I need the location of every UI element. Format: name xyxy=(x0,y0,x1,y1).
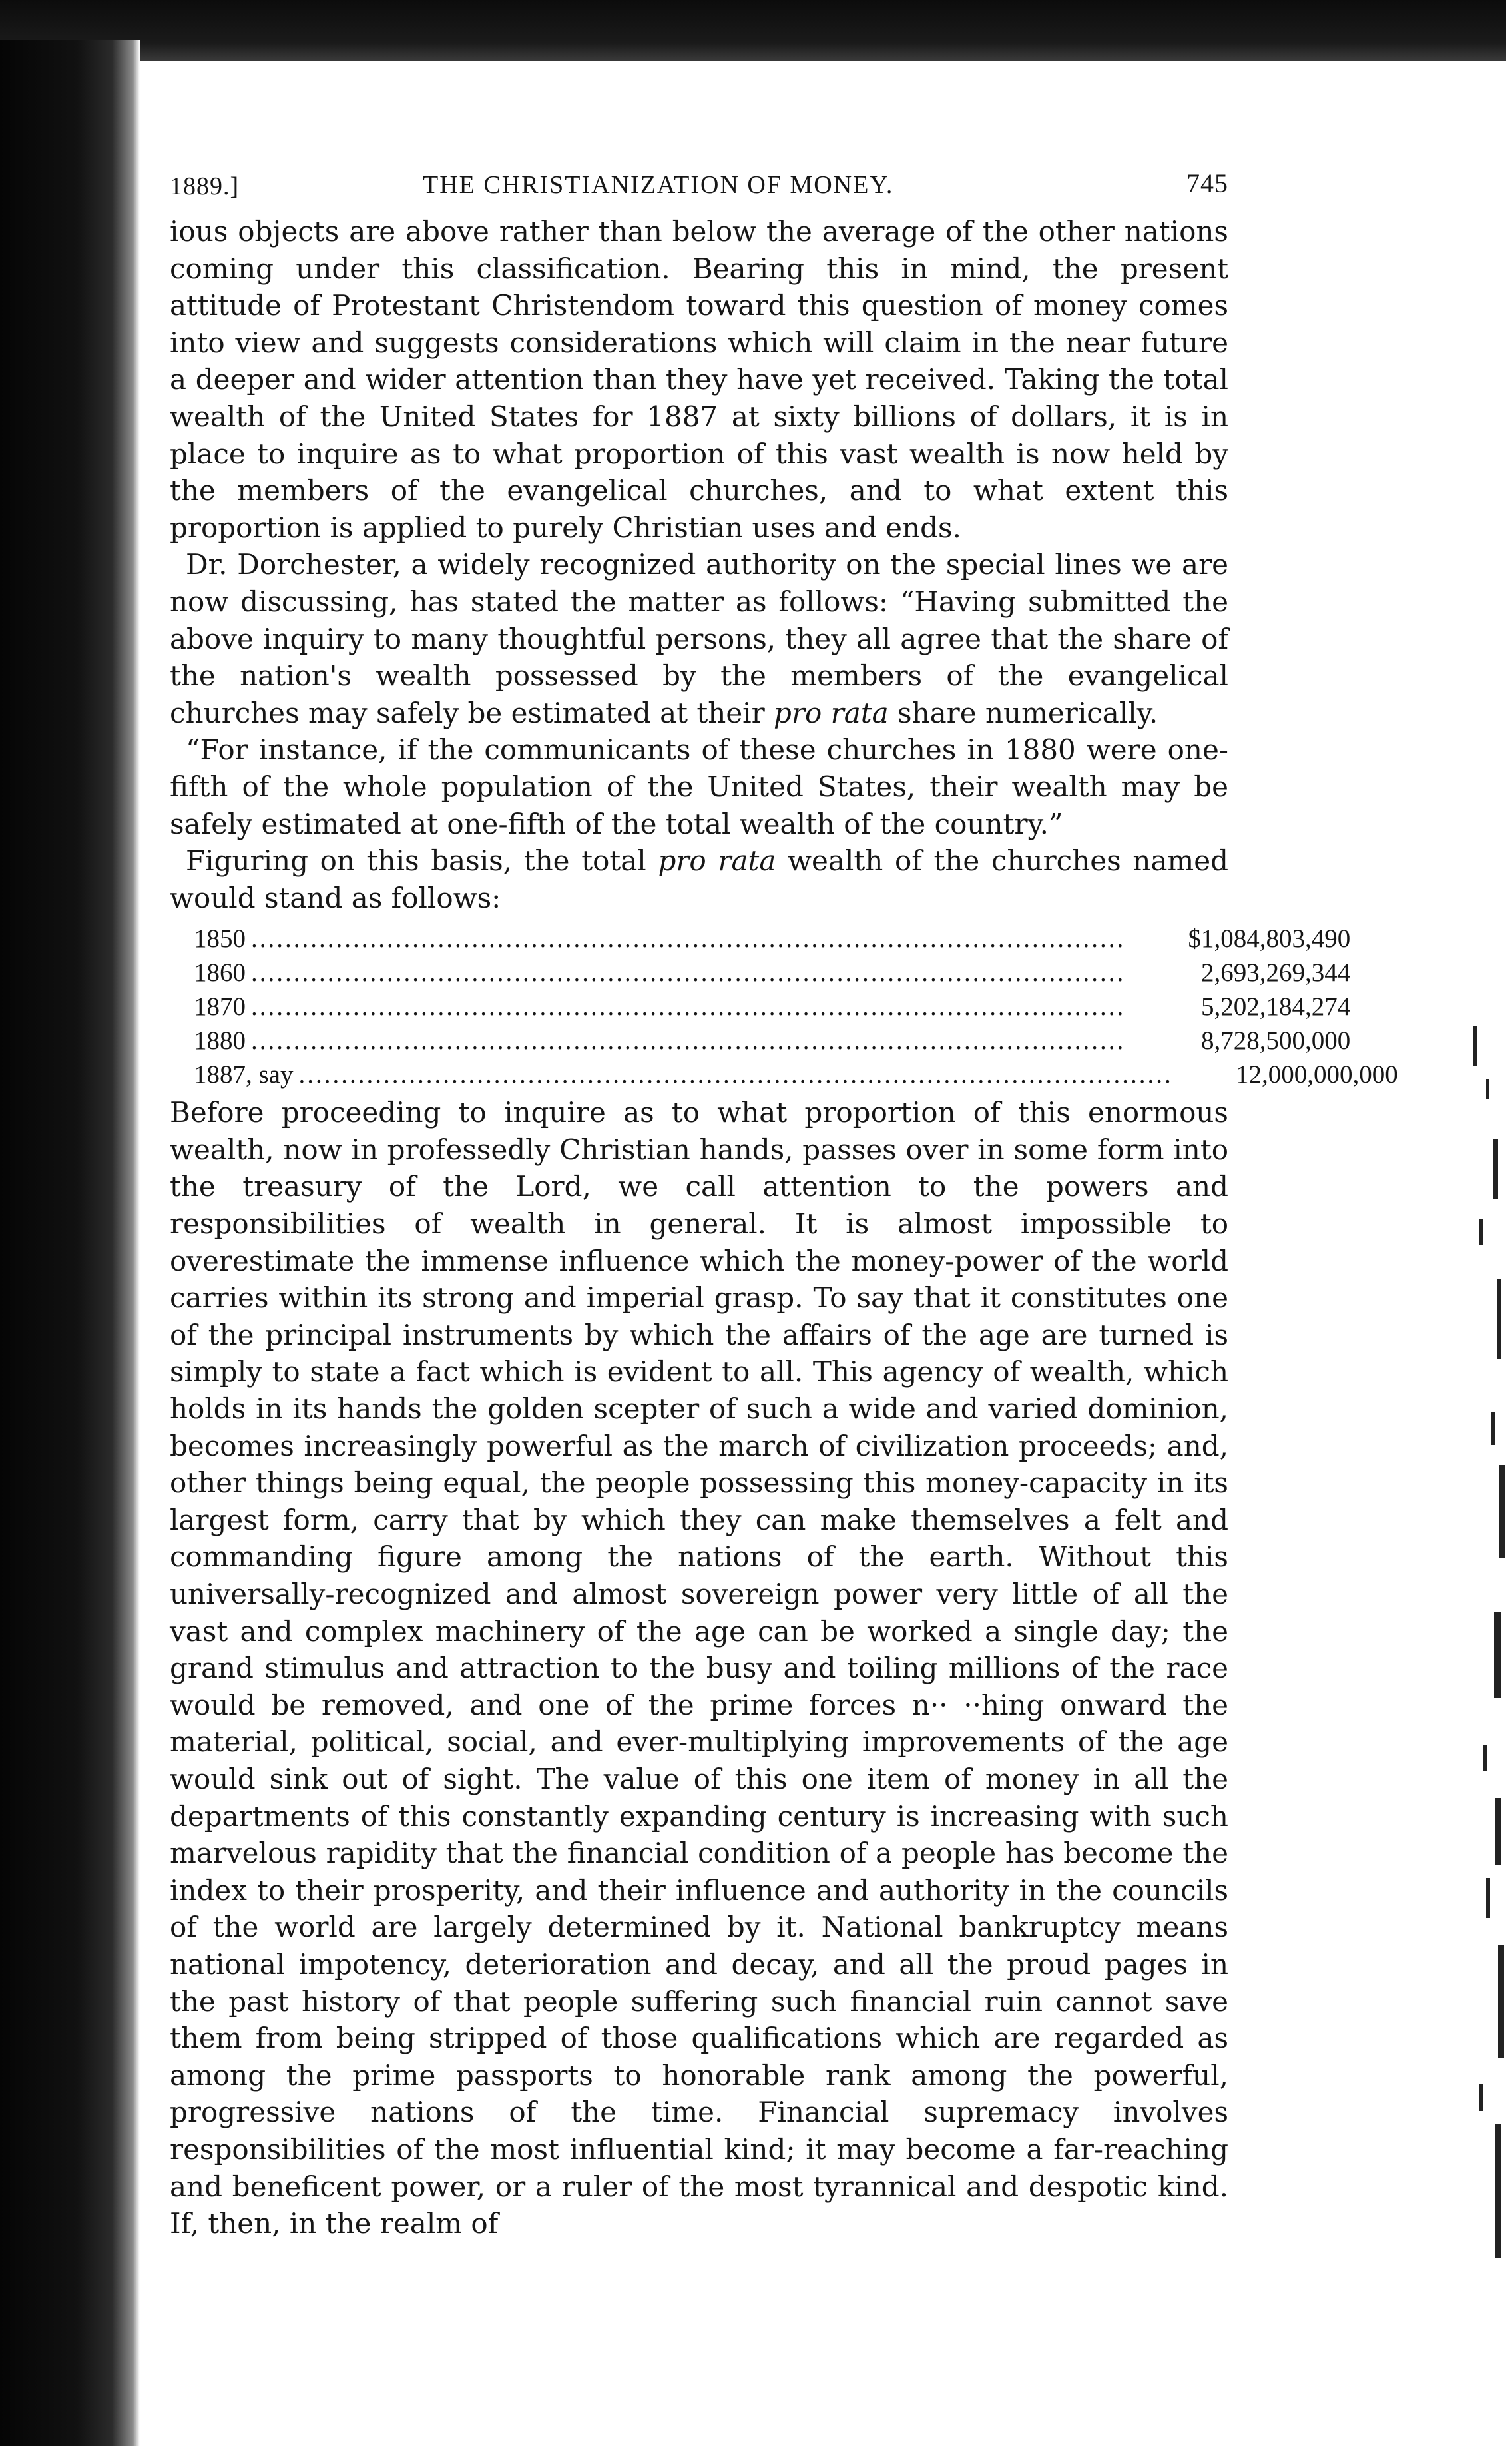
leader-dots: ....................................................................................................... xyxy=(298,1060,1173,1089)
table-year: 1860 xyxy=(194,958,246,988)
header-year: 1889.] xyxy=(170,172,240,200)
paragraph: ious objects are above rather than below the average of the other nations coming under this classification. Bearing this in mind, the present attitude of Protestant Christendom toward this question of money comes into view and suggests considerations which will claim in the near future a deeper and wider attention than they have yet received. Taking the total wealth of the United States for 1887 at sixty billions of dollars, it is in place to inquire as to what proportion of this vast wealth is now held by the members of the evangelical churches, and to what extent this proportion is applied to purely Christian uses and ends. xyxy=(170,215,1228,544)
leader-dots: ....................................................................................................... xyxy=(251,1026,1126,1056)
table-row xyxy=(194,1024,1351,1058)
table-row xyxy=(194,922,1351,956)
leader-dots: ....................................................................................................... xyxy=(251,958,1126,988)
table-year: 1850 xyxy=(194,924,246,954)
page-number: 745 xyxy=(1186,168,1228,198)
scan-edge-marks xyxy=(1453,999,1506,2464)
body-text xyxy=(170,213,1398,2242)
table-row xyxy=(194,956,1351,990)
table-amount: 5,202,184,274 xyxy=(1201,992,1351,1022)
table-year: 1880 xyxy=(194,1026,246,1056)
scan-border-top xyxy=(0,0,1506,61)
table-row xyxy=(194,990,1351,1024)
paragraph: Figuring on this basis, the total pro rata wealth of the churches named would stand as follows: xyxy=(170,844,1228,914)
table-row xyxy=(194,1058,1398,1091)
running-header xyxy=(170,160,1228,213)
table-year: 1887, say xyxy=(194,1060,294,1089)
paragraph: Before proceeding to inquire as to what proportion of this enormous wealth, now in professedly Christian hands, passes over in some form into the treasury of the Lord, we call attention to the powers and responsibilities of wealth in general. It is almost impossible to overestimate the immense influence which the money-power of the world carries within its strong and imperial grasp. To say that it constitutes one of the principal instruments by which the affairs of the age are turned is simply to state a fact which is evident to all. This agency of wealth, which holds in its hands the golden scepter of such a wide and varied dominion, becomes increasingly powerful as the march of civilization proceeds; and, other things being equal, the people possessing this money-capacity in its largest form, carry that by which they can make themselves a felt and commanding figure among the nations of the earth. Without this universally-recognized and almost sovereign power very little of all the vast and complex machinery of the age can be worked a single day; the grand stimulus and attraction to the busy and toiling millions of the race would be removed, and one of the prime forces n·· ··hing onward the material, political, social, and ever-multiplying improvements of the age would sink out of sight. The value of this one item of money in all the departments of this constantly expanding century is increasing with such marvelous rapidity that the financial condition of a people has become the index to their prosperity, and their influence and authority in the councils of the world are largely determined by it. National bankruptcy means national impotency, deterioration and decay, and all the proud pages in the past history of that people suffering such financial ruin cannot save them from being stripped of those qualifications which are regarded as among the prime passports to honorable rank among the powerful, progressive nations of the time. Financial supremacy involves responsibilities of the most influential kind; it may become a far-reaching and beneficent power, or a ruler of the most tyrannical and despotic kind. If, then, in the realm of xyxy=(170,1096,1228,2240)
paragraph: “For instance, if the communicants of these churches in 1880 were one-fifth of the whole population of the United States, their wealth may be safely estimated at one-fifth of the total wealth of the country.” xyxy=(170,733,1228,840)
running-title: THE CHRISTIANIZATION OF MONEY. xyxy=(423,171,894,199)
document-page xyxy=(170,160,1398,2242)
italic-phrase: pro rata xyxy=(774,696,889,729)
wealth-table xyxy=(194,922,1398,1091)
table-year: 1870 xyxy=(194,992,246,1022)
paragraph: Dr. Dorchester, a widely recognized authority on the special lines we are now discussing, has stated the matter as follows: “Having submitted the above inquiry to many thoughtful persons, they all agree that the share of the nation's wealth possessed by the members of the evangelical churches may safely be estimated at their pro rata share numerically. xyxy=(170,548,1228,729)
table-amount: $1,084,803,490 xyxy=(1188,924,1351,954)
italic-phrase: pro rata xyxy=(658,844,776,878)
table-amount: 2,693,269,344 xyxy=(1201,958,1351,988)
table-amount: 8,728,500,000 xyxy=(1201,1026,1351,1056)
scan-border-left xyxy=(0,40,140,2446)
table-amount: 12,000,000,000 xyxy=(1236,1060,1398,1089)
leader-dots: ....................................................................................................... xyxy=(251,992,1126,1022)
leader-dots: ....................................................................................................... xyxy=(251,924,1126,954)
